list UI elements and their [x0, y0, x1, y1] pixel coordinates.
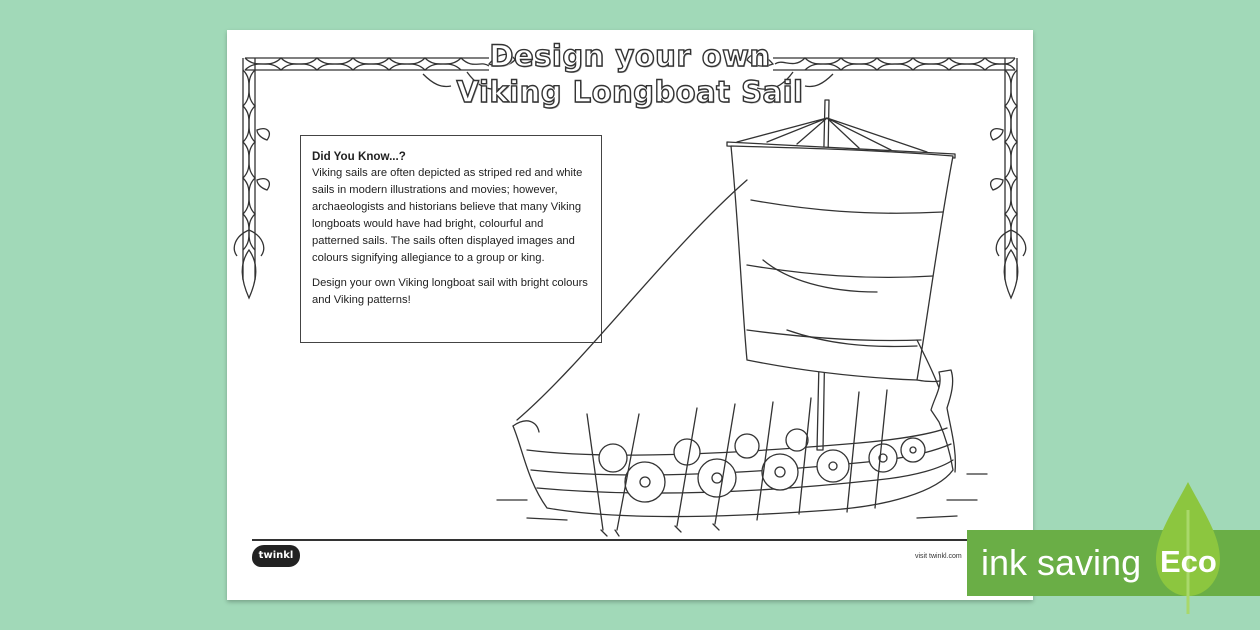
ink-saving-text: ink saving: [981, 542, 1142, 583]
footer-url[interactable]: visit twinkl.com: [915, 553, 962, 560]
title-line-2: Viking Longboat Sail: [456, 75, 804, 109]
info-heading: Did You Know...?: [312, 150, 406, 163]
eco-label: Eco: [1160, 544, 1217, 579]
footer-divider: [252, 539, 1008, 541]
viking-longboat-illustration: [227, 30, 1033, 540]
info-text: Viking sails are often depicted as striped red and white sails in modern illustrations and movies; however, archaeologists and historians believe that many Viking longboats would have had bright, colourful and patterned sails. The sails often displayed images and colours signifying allegiance to a group or king.: [312, 167, 583, 264]
title-line-1: Design your own: [489, 39, 771, 73]
worksheet-page: [227, 30, 1033, 600]
instruction-text: Design your own Viking longboat sail with bright colours and Viking patterns!: [312, 277, 588, 306]
twinkl-logo: twinkl: [252, 545, 300, 567]
